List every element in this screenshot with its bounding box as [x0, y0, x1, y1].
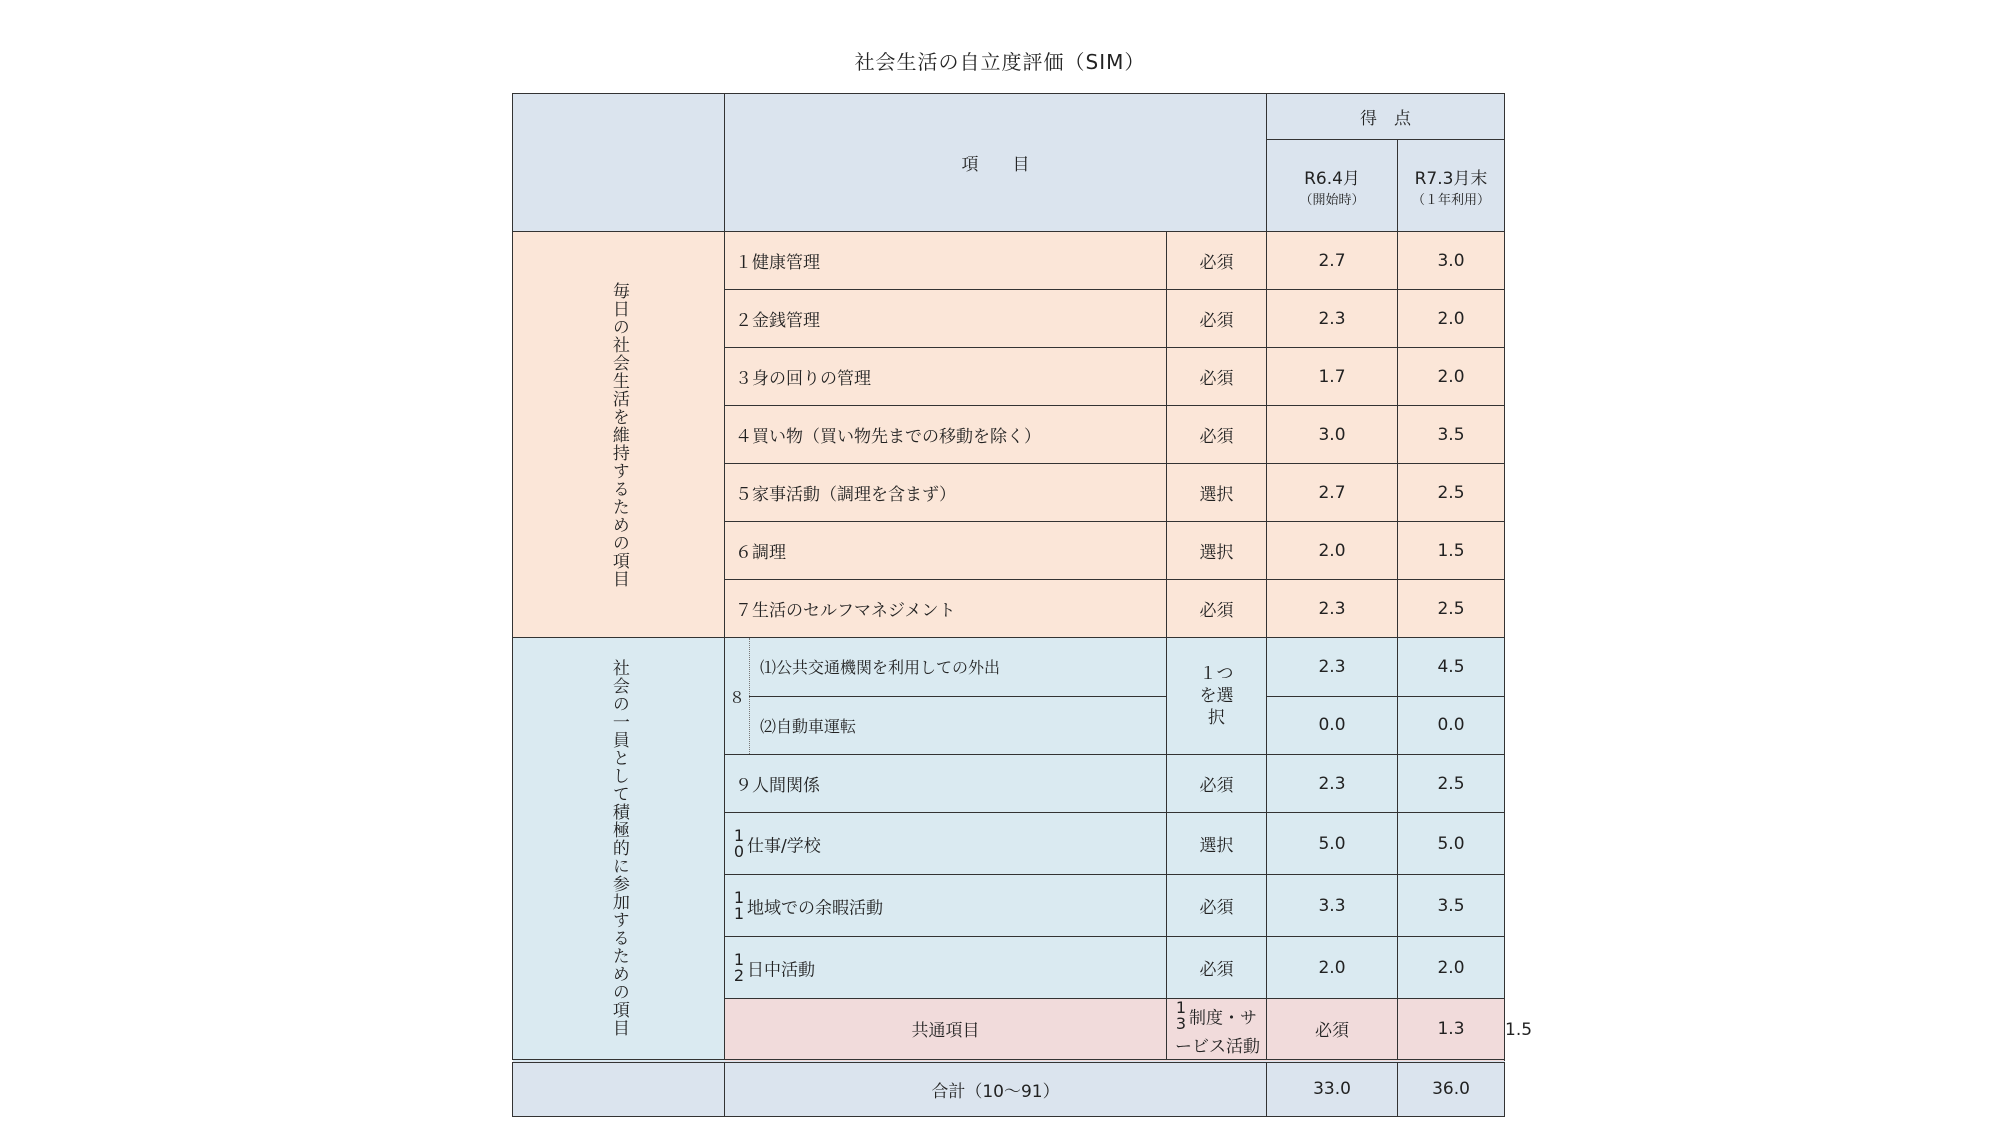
total-blank-cell — [513, 1061, 725, 1117]
row-type: 必須 — [1167, 232, 1267, 290]
group-social — [513, 638, 725, 1061]
row-label: ７生活のセルフマネジメント — [725, 580, 1167, 638]
table-row — [513, 638, 1505, 697]
row13-r6: 1.3 — [1398, 999, 1505, 1061]
total-r6: 33.0 — [1267, 1061, 1398, 1117]
row-r6: 3.0 — [1267, 406, 1398, 464]
table-row: 共通項目 1 3 制度・サービス活動 必須 1.3 1.5 — [513, 999, 1505, 1061]
page-title: 社会生活の自立度評価（SIM） — [854, 50, 1146, 74]
row8-num: ８ — [728, 687, 745, 707]
row-r7: 2.5 — [1398, 580, 1505, 638]
row11-num: 1 1 — [733, 887, 745, 923]
row12-r7: 2.0 — [1398, 937, 1505, 999]
row8-r6-1: 2.3 — [1267, 638, 1398, 697]
total-r7: 36.0 — [1398, 1061, 1505, 1117]
header-col-r6-sub: （開始時） — [1299, 192, 1365, 208]
header-col-r7-sub: （１年利用） — [1411, 192, 1490, 208]
row11-label: 地域での余暇活動 — [747, 898, 883, 918]
table-row — [513, 232, 1505, 290]
row-label: １健康管理 — [725, 232, 1167, 290]
row-label: ２金銭管理 — [725, 290, 1167, 348]
row-type: 選択 — [1167, 522, 1267, 580]
row10-r6: 5.0 — [1267, 813, 1398, 875]
header-col-r7-main: R7.3月末 — [1414, 168, 1488, 189]
row9-label: ９人間関係 — [725, 755, 1167, 813]
group-social-label: 社会の一員として積極的に参加するための項目 — [608, 659, 629, 1038]
row9-type: 必須 — [1167, 755, 1267, 813]
header-blank-cell — [513, 94, 725, 232]
row12-num: 1 2 — [733, 949, 745, 985]
row8-type — [1167, 638, 1267, 755]
row-r6: 2.3 — [1267, 580, 1398, 638]
row10-label: 仕事/学校 — [747, 836, 821, 856]
row9-r7: 2.5 — [1398, 755, 1505, 813]
row-r6: 2.0 — [1267, 522, 1398, 580]
row13-num: 1 3 — [1175, 998, 1187, 1034]
row12-label: 日中活動 — [747, 960, 815, 980]
total-row — [513, 1061, 1505, 1117]
row8-r6-2: 0.0 — [1267, 696, 1398, 755]
header-col-r6-main: R6.4月 — [1304, 168, 1360, 189]
header-score: 得 点 — [1267, 94, 1505, 140]
row-r6: 1.7 — [1267, 348, 1398, 406]
row8-type-label: １つを選択 — [1199, 663, 1234, 729]
row10-type: 選択 — [1167, 813, 1267, 875]
row11-type: 必須 — [1167, 875, 1267, 937]
row-r6: 2.3 — [1267, 290, 1398, 348]
row-label: ４買い物（買い物先までの移動を除く） — [725, 406, 1167, 464]
row-r7: 2.0 — [1398, 290, 1505, 348]
row13-label-cell — [1167, 999, 1267, 1061]
row-r6: 2.7 — [1267, 232, 1398, 290]
row-type: 選択 — [1167, 464, 1267, 522]
row8-sub1: ⑴公共交通機関を利用しての外出 — [750, 638, 1167, 696]
row10-label-cell — [725, 813, 1167, 875]
row12-label-cell — [725, 937, 1167, 999]
group-common: 共通項目 — [725, 999, 1167, 1061]
header-col-r6 — [1267, 140, 1398, 232]
row-r6: 2.7 — [1267, 464, 1398, 522]
group-daily — [513, 232, 725, 638]
row8-sub2: ⑵自動車運転 — [750, 696, 1167, 754]
row-r7: 2.0 — [1398, 348, 1505, 406]
row-r7: 1.5 — [1398, 522, 1505, 580]
row-type: 必須 — [1167, 406, 1267, 464]
row9-r6: 2.3 — [1267, 755, 1398, 813]
header-item: 項 目 — [725, 94, 1267, 232]
header-col-r7 — [1398, 140, 1505, 232]
row8-r7-1: 4.5 — [1398, 638, 1505, 697]
row10-r7: 5.0 — [1398, 813, 1505, 875]
row8-cell — [725, 638, 1167, 755]
row11-label-cell — [725, 875, 1167, 937]
row-type: 必須 — [1167, 580, 1267, 638]
row-r7: 2.5 — [1398, 464, 1505, 522]
row13-label: 制度・サービス活動 — [1175, 1008, 1260, 1058]
row11-r6: 3.3 — [1267, 875, 1398, 937]
row-label: ３身の回りの管理 — [725, 348, 1167, 406]
row-r7: 3.5 — [1398, 406, 1505, 464]
sim-evaluation-table — [512, 93, 1533, 1117]
group-daily-label: 毎日の社会生活を維持するための項目 — [608, 281, 629, 588]
row-type: 必須 — [1167, 348, 1267, 406]
row10-num: 1 0 — [733, 825, 745, 861]
row8-r7-2: 0.0 — [1398, 696, 1505, 755]
row12-r6: 2.0 — [1267, 937, 1398, 999]
row-label: ５家事活動（調理を含まず） — [725, 464, 1167, 522]
row-r7: 3.0 — [1398, 232, 1505, 290]
row13-type: 必須 — [1267, 999, 1398, 1061]
total-label: 合計（10～91） — [725, 1061, 1267, 1117]
row-label: ６調理 — [725, 522, 1167, 580]
row-type: 必須 — [1167, 290, 1267, 348]
row11-r7: 3.5 — [1398, 875, 1505, 937]
row12-type: 必須 — [1167, 937, 1267, 999]
